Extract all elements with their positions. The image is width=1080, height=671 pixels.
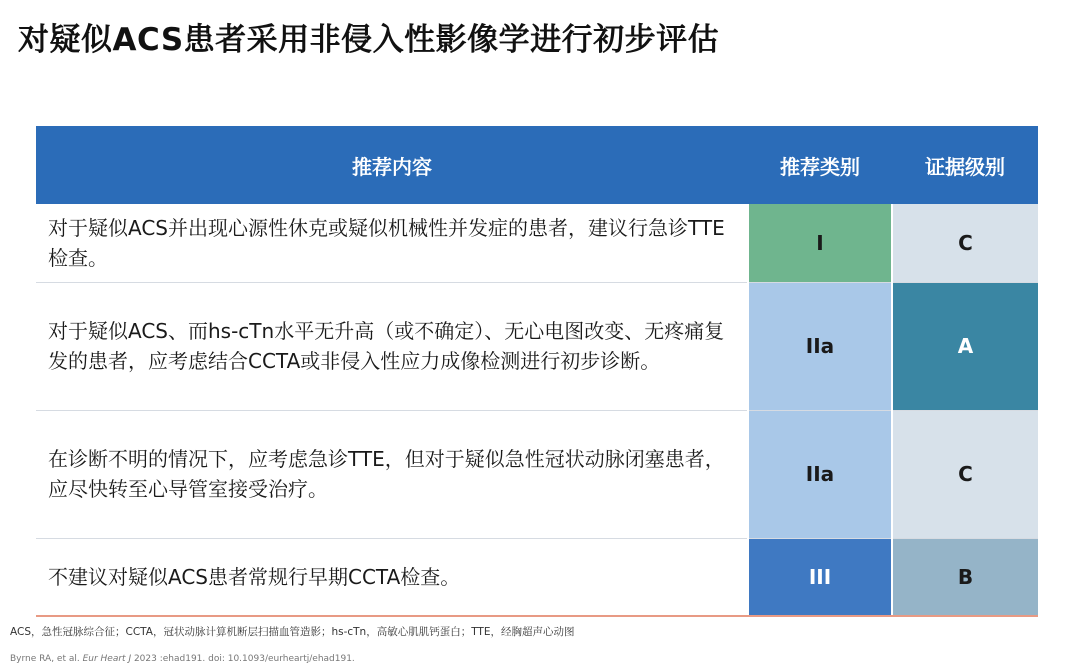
recommendation-table-container (36, 126, 1038, 617)
recommendation-text: 不建议对疑似ACS患者常规行早期CCTA检查。 (36, 538, 748, 616)
level-cell: B (892, 538, 1038, 616)
page-title: 对疑似ACS患者采用非侵入性影像学进行初步评估 (18, 22, 720, 58)
class-cell: IIa (748, 410, 892, 538)
table-row (36, 282, 1038, 410)
citation-prefix: Byrne RA, et al. (10, 654, 83, 664)
header-level: 证据级别 (892, 126, 1038, 204)
level-cell: C (892, 204, 1038, 282)
recommendation-text: 在诊断不明的情况下，应考虑急诊TTE，但对于疑似急性冠状动脉闭塞患者，应尽快转至心导管室接受治疗。 (36, 410, 748, 538)
table-header-row (36, 126, 1038, 204)
header-recommendation: 推荐内容 (36, 126, 748, 204)
citation (10, 654, 355, 664)
class-cell: I (748, 204, 892, 282)
table-row (36, 204, 1038, 282)
header-class: 推荐类别 (748, 126, 892, 204)
class-cell: III (748, 538, 892, 616)
level-cell: A (892, 282, 1038, 410)
recommendation-table (36, 126, 1038, 617)
abbreviation-footnote: ACS，急性冠脉综合征；CCTA，冠状动脉计算机断层扫描血管造影；hs-cTn，高敏心肌肌钙蛋白；TTE，经胸超声心动图 (10, 626, 575, 638)
class-cell: IIa (748, 282, 892, 410)
citation-suffix: 2023 :ehad191. doi: 10.1093/eurheartj/ehad191. (131, 654, 355, 664)
table-row (36, 410, 1038, 538)
citation-journal: Eur Heart J (82, 654, 132, 664)
level-cell: C (892, 410, 1038, 538)
table-row (36, 538, 1038, 616)
recommendation-text: 对于疑似ACS并出现心源性休克或疑似机械性并发症的患者，建议行急诊TTE检查。 (36, 204, 748, 282)
recommendation-text: 对于疑似ACS、而hs-cTn水平无升高（或不确定）、无心电图改变、无疼痛复发的患者，应考虑结合CCTA或非侵入性应力成像检测进行初步诊断。 (36, 282, 748, 410)
